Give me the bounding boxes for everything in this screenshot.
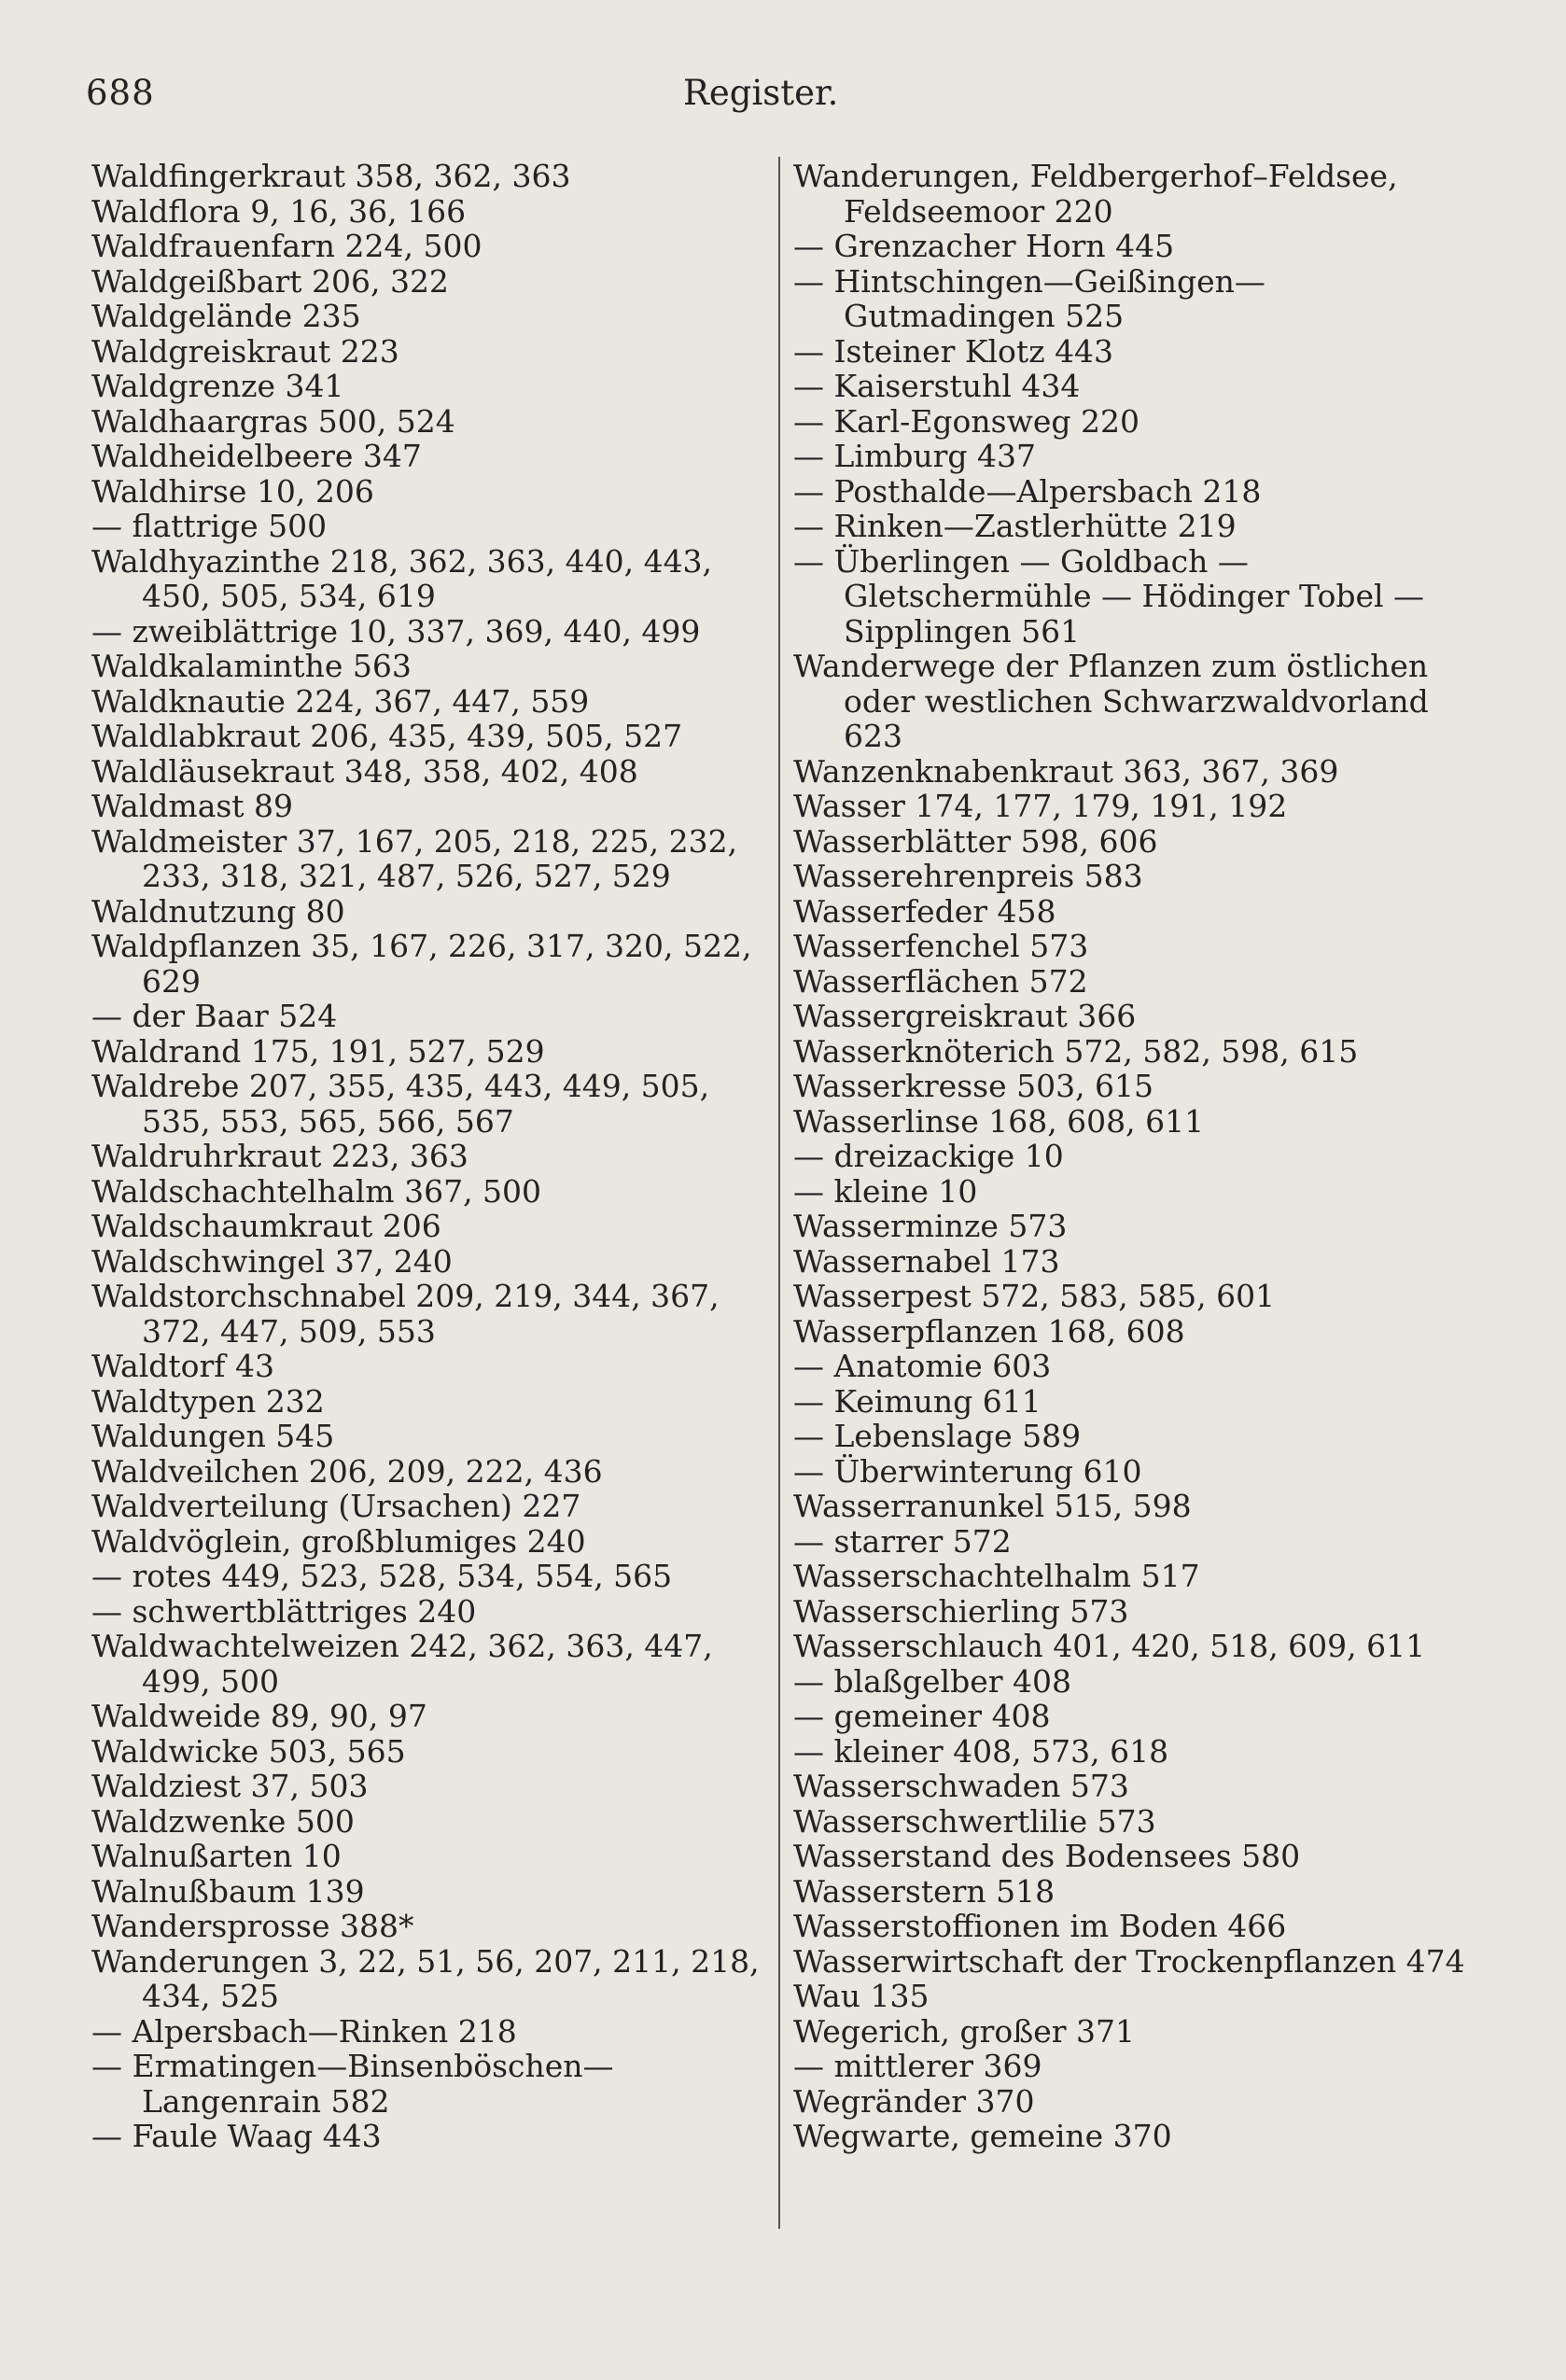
index-entry: Walnußbaum 139	[91, 1872, 365, 1910]
index-entry: Wasserblätter 598, 606	[793, 822, 1158, 860]
index-subentry: — Überwinterung 610	[793, 1452, 1142, 1490]
index-entry: Wasserlinse 168, 608, 611	[793, 1102, 1205, 1140]
index-column-left	[91, 159, 787, 2154]
index-entry: Wasserwirtschaft der Trockenpflanzen 474	[793, 1942, 1465, 1980]
index-entry: Waldveilchen 206, 209, 222, 436	[91, 1452, 603, 1490]
index-subentry: — Ermatingen—Binsenböschen—Langenrain 582	[91, 2048, 614, 2120]
page-title: Register.	[683, 73, 839, 113]
index-entry: Waldmeister 37, 167, 205, 218, 225, 232, 233, 318, 321, 487, 526, 527, 529	[91, 822, 738, 894]
index-subentry: — Anatomie 603	[793, 1348, 1052, 1384]
index-entry: Walnußarten 10	[91, 1838, 342, 1874]
index-subentry: — Grenzacher Horn 445	[793, 228, 1175, 264]
index-entry: Wasserehrenpreis 583	[793, 858, 1143, 894]
index-subentry: — Limburg 437	[793, 438, 1037, 474]
index-entry: Waldwachtelweizen 242, 362, 363, 447, 499, 500	[91, 1628, 713, 1700]
index-entry: Wasserschwertlilie 573	[793, 1802, 1156, 1840]
index-entry: Waldläusekraut 348, 358, 402, 408	[91, 752, 638, 790]
index-entry: Waldfrauenfarn 224, 500	[91, 228, 482, 264]
index-entry: Wegerich, großer 371	[793, 2012, 1136, 2050]
index-entry: Waldschwingel 37, 240	[91, 1242, 453, 1280]
index-entry: Wasserkresse 503, 615	[793, 1068, 1154, 1104]
index-entry: Wasserknöterich 572, 582, 598, 615	[793, 1032, 1359, 1070]
index-entry: Waldgeißbart 206, 322	[91, 262, 449, 300]
index-entry: Waldfingerkraut 358, 362, 363	[91, 158, 571, 194]
index-entry: Wanderungen, Feldbergerhof–Feldsee, Feldseemoor 220	[793, 158, 1398, 230]
index-entry: Wegwarte, gemeine 370	[793, 2118, 1172, 2154]
index-entry: Wasserminze 573	[793, 1208, 1068, 1244]
index-entry: Waldmast 89	[91, 788, 294, 824]
index-entry: Wanderwege der Pflanzen zum östlichen oder westlichen Schwarzwaldvorland 623	[793, 648, 1429, 754]
index-entry: Waldvöglein, großblumiges 240	[91, 1522, 586, 1560]
index-subentry: — der Baar 524	[91, 998, 338, 1034]
index-subentry: — Kaiserstuhl 434	[793, 368, 1081, 404]
index-subentry: — Keimung 611	[793, 1382, 1042, 1420]
index-entry: Waldpflanzen 35, 167, 226, 317, 320, 522, 629	[91, 928, 752, 1000]
index-entry: Wasserpest 572, 583, 585, 601	[793, 1278, 1276, 1314]
index-subentry: — gemeiner 408	[793, 1698, 1051, 1734]
index-entry: Waldheidelbeere 347	[91, 438, 422, 474]
index-entry: Waldwicke 503, 565	[91, 1732, 406, 1770]
index-entry: Wasserflächen 572	[793, 962, 1088, 1000]
index-entry: Wegränder 370	[793, 2082, 1035, 2120]
index-subentry: — dreizackige 10	[793, 1138, 1064, 1174]
index-entry: Waldungen 545	[91, 1418, 335, 1454]
index-entry: Waldflora 9, 16, 36, 166	[91, 192, 467, 230]
index-entry: Wanzenknabenkraut 363, 367, 369	[793, 752, 1339, 790]
index-subentry: — kleiner 408, 573, 618	[793, 1732, 1169, 1770]
index-entry: Waldgreiskraut 223	[91, 332, 399, 370]
page-number: 688	[86, 73, 155, 113]
index-entry: Waldkalaminthe 563	[91, 648, 412, 684]
index-entry: Waldziest 37, 503	[91, 1768, 369, 1804]
index-subentry: — zweiblättrige 10, 337, 369, 440, 499	[91, 612, 701, 650]
index-entry: Waldhirse 10, 206	[91, 472, 374, 510]
index-entry: Waldknautie 224, 367, 447, 559	[91, 682, 590, 720]
index-entry: Wasser 174, 177, 179, 191, 192	[793, 788, 1288, 824]
index-entry: Wasserschierling 573	[793, 1592, 1129, 1630]
index-subentry: — Rinken—Zastlerhütte 219	[793, 508, 1237, 544]
index-entry: Waldverteilung (Ursachen) 227	[91, 1488, 581, 1524]
index-entry: Waldhyazinthe 218, 362, 363, 440, 443, 450, 505, 534, 619	[91, 542, 713, 614]
index-subentry: — Isteiner Klotz 443	[793, 332, 1114, 370]
index-subentry: — Alpersbach—Rinken 218	[91, 2012, 517, 2050]
index-entry: Wasserschachtelhalm 517	[793, 1558, 1200, 1594]
index-subentry: — kleine 10	[793, 1172, 978, 1210]
index-entry: Waldruhrkraut 223, 363	[91, 1138, 468, 1174]
index-entry: Waldweide 89, 90, 97	[91, 1698, 427, 1734]
index-entry: Wau 135	[793, 1978, 930, 2014]
index-entry: Wasserstoffionen im Boden 466	[793, 1908, 1287, 1944]
index-entry: Waldtorf 43	[91, 1348, 275, 1384]
index-subentry: — starrer 572	[793, 1522, 1012, 1560]
index-entry: Wanderungen 3, 22, 51, 56, 207, 211, 218, 434, 525	[91, 1942, 760, 2014]
index-entry: Waldrand 175, 191, 527, 529	[91, 1032, 545, 1070]
index-subentry: — rotes 449, 523, 528, 534, 554, 565	[91, 1558, 673, 1594]
index-entry: Waldlabkraut 206, 435, 439, 505, 527	[91, 718, 683, 754]
index-entry: Wasserpflanzen 168, 608	[793, 1312, 1185, 1350]
index-entry: Waldnutzung 80	[91, 892, 345, 930]
index-subentry: — Lebenslage 589	[793, 1418, 1082, 1454]
index-subentry: — mittlerer 369	[793, 2048, 1042, 2084]
index-entry: Wasserranunkel 515, 598	[793, 1488, 1192, 1524]
index-subentry: — Überlingen — Goldbach — Gletschermühle — Hödinger Tobel — Sipplingen 561	[793, 542, 1425, 650]
index-subentry: — blaßgelber 408	[793, 1662, 1071, 1700]
index-subentry: — Faule Waag 443	[91, 2118, 382, 2154]
index-subentry: — Hintschingen—Geißingen—Gutmadingen 525	[793, 262, 1265, 334]
index-entry: Wasserstand des Bodensees 580	[793, 1838, 1301, 1874]
index-subentry: — Posthalde—Alpersbach 218	[793, 472, 1262, 510]
index-column-right	[793, 159, 1465, 2154]
index-entry: Waldrebe 207, 355, 435, 443, 449, 505, 535, 553, 565, 566, 567	[91, 1068, 710, 1140]
index-subentry: — schwertblättriges 240	[91, 1592, 477, 1630]
index-entry: Waldstorchschnabel 209, 219, 344, 367, 372, 447, 509, 553	[91, 1278, 720, 1350]
index-subentry: — flattrige 500	[91, 508, 328, 544]
index-entry: Waldschachtelhalm 367, 500	[91, 1172, 542, 1210]
index-entry: Wasserschlauch 401, 420, 518, 609, 611	[793, 1628, 1426, 1664]
index-entry: Waldhaargras 500, 524	[91, 402, 455, 440]
index-entry: Wasserfeder 458	[793, 892, 1056, 930]
index-entry: Waldgrenze 341	[91, 368, 344, 404]
index-entry: Waldschaumkraut 206	[91, 1208, 441, 1244]
index-entry: Wassernabel 173	[793, 1242, 1060, 1280]
index-entry: Wandersprosse 388*	[91, 1908, 414, 1944]
index-entry: Wasserstern 518	[793, 1872, 1056, 1910]
index-entry: Waldtypen 232	[91, 1382, 325, 1420]
column-divider	[778, 157, 780, 2229]
index-entry: Wassergreiskraut 366	[793, 998, 1137, 1034]
index-entry: Waldzwenke 500	[91, 1802, 355, 1840]
index-subentry: — Karl-Egonsweg 220	[793, 402, 1140, 440]
index-entry: Wasserschwaden 573	[793, 1768, 1129, 1804]
index-entry: Wasserfenchel 573	[793, 928, 1089, 964]
index-entry: Waldgelände 235	[91, 298, 361, 334]
